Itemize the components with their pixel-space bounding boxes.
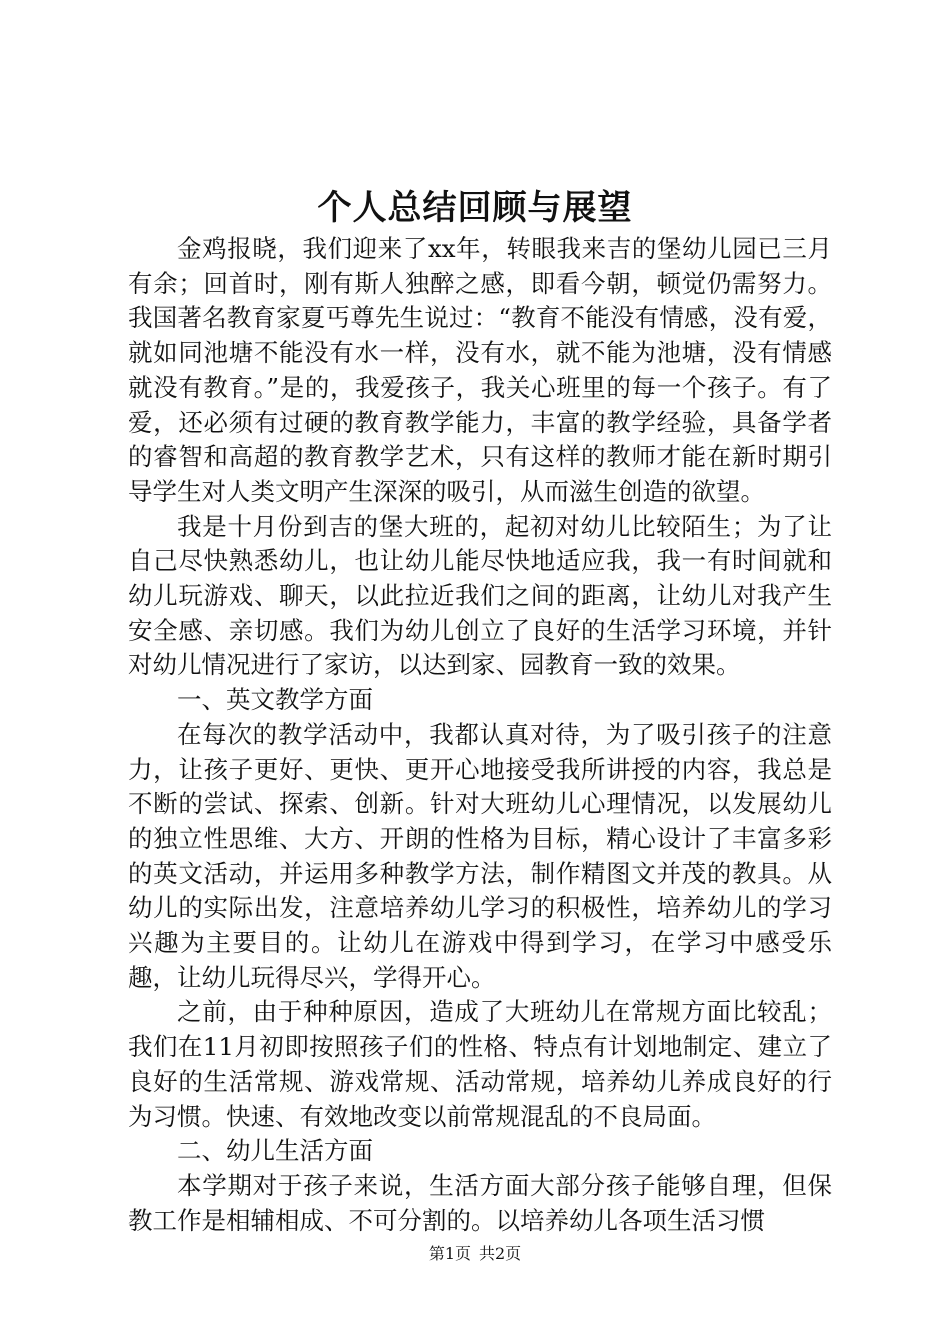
document-title: 个人总结回顾与展望 — [317, 188, 633, 228]
paragraph: 之前，由于种种原因，造成了大班幼儿在常规方面比较乱；我们在11月初即按照孩子们的性格、特点有计划地制定、建立了良好的生活常规、游戏常规、活动常规，培养幼儿养成良好的行为习惯。快速、有效地改变以前常规混乱的不良局面。 — [128, 997, 832, 1131]
paragraph: 我是十月份到吉的堡大班的，起初对幼儿比较陌生；为了让自己尽快熟悉幼儿，也让幼儿能尽快地适应我，我一有时间就和幼儿玩游戏、聊天，以此拉近我们之间的距离，让幼儿对我产生安全感、亲切感。我们为幼儿创立了良好的生活学习环境，并针对幼儿情况进行了家访，以达到家、园教育一致的效果。 — [128, 511, 832, 680]
page-total: 共2页 — [479, 1244, 522, 1263]
section-heading: 二、幼儿生活方面 — [177, 1136, 373, 1166]
document-body — [128, 232, 832, 1238]
page-number: 第1页 — [428, 1244, 471, 1263]
paragraph: 在每次的教学活动中，我都认真对待，为了吸引孩子的注意力，让孩子更好、更快、更开心地接受我所讲授的内容，我总是不断的尝试、探索、创新。针对大班幼儿心理情况，以发展幼儿的独立性思维、大方、开朗的性格为目标，精心设计了丰富多彩的英文活动，并运用多种教学方法，制作精图文并茂的教具。从幼儿的实际出发，注意培养幼儿学习的积极性，培养幼儿的学习兴趣为主要目的。让幼儿在游戏中得到学习，在学习中感受乐趣，让幼儿玩得尽兴，学得开心。 — [128, 719, 832, 992]
page-footer — [0, 1243, 950, 1265]
paragraph: 本学期对于孩子来说，生活方面大部分孩子能够自理，但保教工作是相辅相成、不可分割的。以培养幼儿各项生活习惯 — [128, 1170, 832, 1235]
section-heading: 一、英文教学方面 — [177, 685, 373, 715]
paragraph: 金鸡报晓，我们迎来了xx年，转眼我来吉的堡幼儿园已三月有余；回首时，刚有斯人独醉之感，即看今朝，顿觉仍需努力。我国著名教育家夏丐尊先生说过：“教育不能没有情感，没有爱，就如同池塘不能没有水一样，没有水，就不能为池塘，没有情感就没有教育。”是的，我爱孩子，我关心班里的每一个孩子。有了爱，还必须有过硬的教育教学能力，丰富的教学经验，具备学者的睿智和高超的教育教学艺术，只有这样的教师才能在新时期引导学生对人类文明产生深深的吸引，从而滋生创造的欲望。 — [128, 234, 832, 506]
